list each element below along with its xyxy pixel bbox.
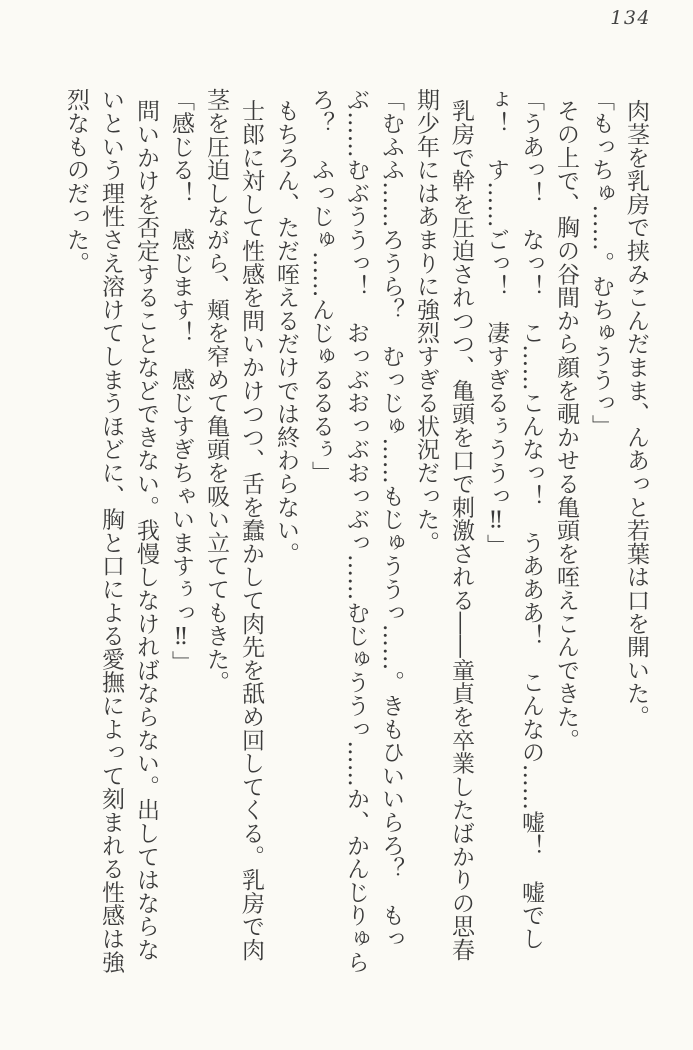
paragraph-9-dialogue: 「感じる！ 感じます！ 感じすぎちゃいますぅっ‼」: [168, 88, 194, 674]
text-block: [53, 88, 653, 976]
paragraph-7-narrative: もちろん、ただ咥えるだけでは終わらない。: [273, 99, 299, 565]
paragraph-6-dialogue: 「むふふ……ろうら？ むっじゅ……もじゅううっ……。きもひいいらろ？ もっぶ……むぶううっ！ おっぶおっぶおっぶっ……むじゅううっ……か、かんじりゅらろ？ ふっじゅ……んじゅるるるぅ」: [308, 88, 404, 974]
paragraph-4-dialogue: 「うあっ！ なっ！ こ……こんなっ！ うあああ！ こんなの……嘘！ 嘘でしょ！ す……ごっ！ 凄すぎるぅううっ‼」: [483, 88, 544, 951]
paragraph-8-narrative: 士郎に対して性感を問いかけつつ、舌を蠢かして肉先を舐め回してくる。乳房で肉茎を圧迫しながら、頬を窄めて亀頭を吸い立ててもきた。: [203, 88, 264, 962]
paragraph-5-narrative: 乳房で幹を圧迫されつつ、亀頭を口で刺激される――童貞を卒業したばかりの思春期少年にはあまりに強烈すぎる状況だった。: [413, 88, 474, 962]
paragraph-1-narrative: 肉茎を乳房で挟みこんだまま、んあっと若葉は口を開いた。: [623, 99, 649, 729]
paragraph-2-dialogue: 「もっちゅ……。むちゅううっ」: [588, 88, 614, 438]
paragraph-3-narrative: その上で、胸の谷間から顔を覗かせる亀頭を咥えこんできた。: [553, 99, 579, 752]
paragraph-10-narrative: 問いかけを否定することなどできない。我慢しなければならない。出してはならないという理性さえ溶けてしまうほどに、胸と口による愛撫によって刻まれる性感は強烈なものだった。: [63, 88, 159, 974]
page-number: 134: [610, 7, 651, 29]
